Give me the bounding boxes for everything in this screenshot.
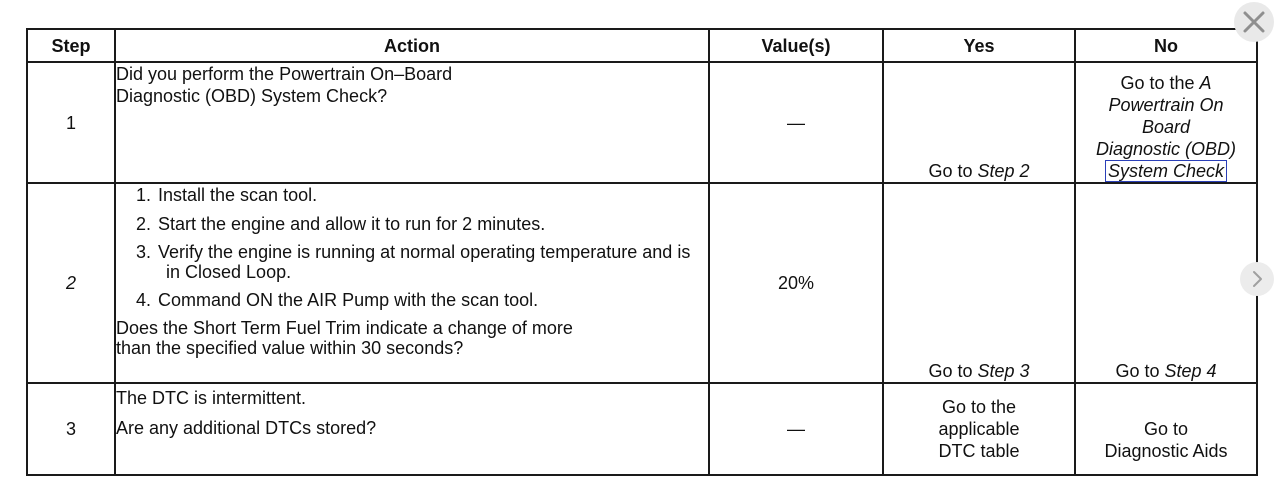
table-row <box>27 183 1257 383</box>
yes-cell <box>883 62 1075 183</box>
action-cell <box>115 62 709 183</box>
no-text <box>1076 72 1256 94</box>
action-step: 1. Install the scan tool. <box>136 185 318 205</box>
table-row <box>27 383 1257 475</box>
yes-text: DTC table <box>938 441 1020 461</box>
action-step: 3. Verify the engine is running at normal operating temperature and is in Closed Loop. <box>136 242 691 282</box>
system-check-link-box[interactable]: System Check <box>1105 160 1227 182</box>
yes-text: applicable <box>938 419 1020 439</box>
yes-prefix: Go to <box>928 161 978 181</box>
header-no: No <box>1075 29 1257 62</box>
action-cell <box>115 383 709 475</box>
no-link-part[interactable]: Powertrain On <box>1108 95 1224 115</box>
no-cell <box>1075 383 1257 475</box>
action-text: The DTC is intermittent. <box>116 388 307 408</box>
next-button[interactable] <box>1240 262 1274 296</box>
action-step: 2. Start the engine and allow it to run for 2 minutes. <box>136 214 546 234</box>
step-number: 3 <box>27 383 115 475</box>
close-button[interactable] <box>1234 2 1274 42</box>
no-link-part[interactable]: Diagnostic (OBD) <box>1095 139 1237 159</box>
no-prefix: Go to <box>1115 361 1165 381</box>
step-number: 2 <box>27 183 115 383</box>
close-icon <box>1240 8 1268 36</box>
step-3-link[interactable]: Step 3 <box>977 361 1030 381</box>
action-text: Diagnostic (OBD) System Check? <box>116 86 388 106</box>
no-link-part[interactable]: Board <box>1141 117 1191 137</box>
system-check-link[interactable] <box>1076 160 1256 182</box>
table-row <box>27 62 1257 183</box>
yes-cell <box>883 383 1075 475</box>
no-text: Go to <box>1143 419 1189 439</box>
step-number: 1 <box>27 62 115 183</box>
no-cell <box>1075 62 1257 183</box>
value-cell: 20% <box>709 183 883 383</box>
action-text: Did you perform the Powertrain On–Board <box>116 64 453 84</box>
no-prefix: Go to the <box>1120 73 1200 93</box>
header-step: Step <box>27 29 115 62</box>
action-question: Does the Short Term Fuel Trim indicate a change of more than the specified value within 30 seconds? <box>116 318 573 358</box>
action-step-list <box>116 184 708 311</box>
action-text: Are any additional DTCs stored? <box>116 418 377 438</box>
yes-prefix: Go to <box>928 361 978 381</box>
diagnostic-table <box>26 28 1258 476</box>
yes-text: Go to the <box>941 397 1017 417</box>
value-cell: — <box>709 62 883 183</box>
no-cell <box>1075 183 1257 383</box>
header-action: Action <box>115 29 709 62</box>
yes-cell <box>883 183 1075 383</box>
header-row <box>27 29 1257 62</box>
step-4-link[interactable]: Step 4 <box>1164 361 1217 381</box>
action-cell <box>115 183 709 383</box>
no-text: Diagnostic Aids <box>1104 441 1228 461</box>
no-link-part[interactable]: A <box>1199 73 1212 93</box>
header-values: Value(s) <box>709 29 883 62</box>
value-cell: — <box>709 383 883 475</box>
step-2-link[interactable]: Step 2 <box>977 161 1030 181</box>
header-yes: Yes <box>883 29 1075 62</box>
chevron-right-icon <box>1249 269 1265 289</box>
action-step: 4. Command ON the AIR Pump with the scan tool. <box>136 290 539 310</box>
